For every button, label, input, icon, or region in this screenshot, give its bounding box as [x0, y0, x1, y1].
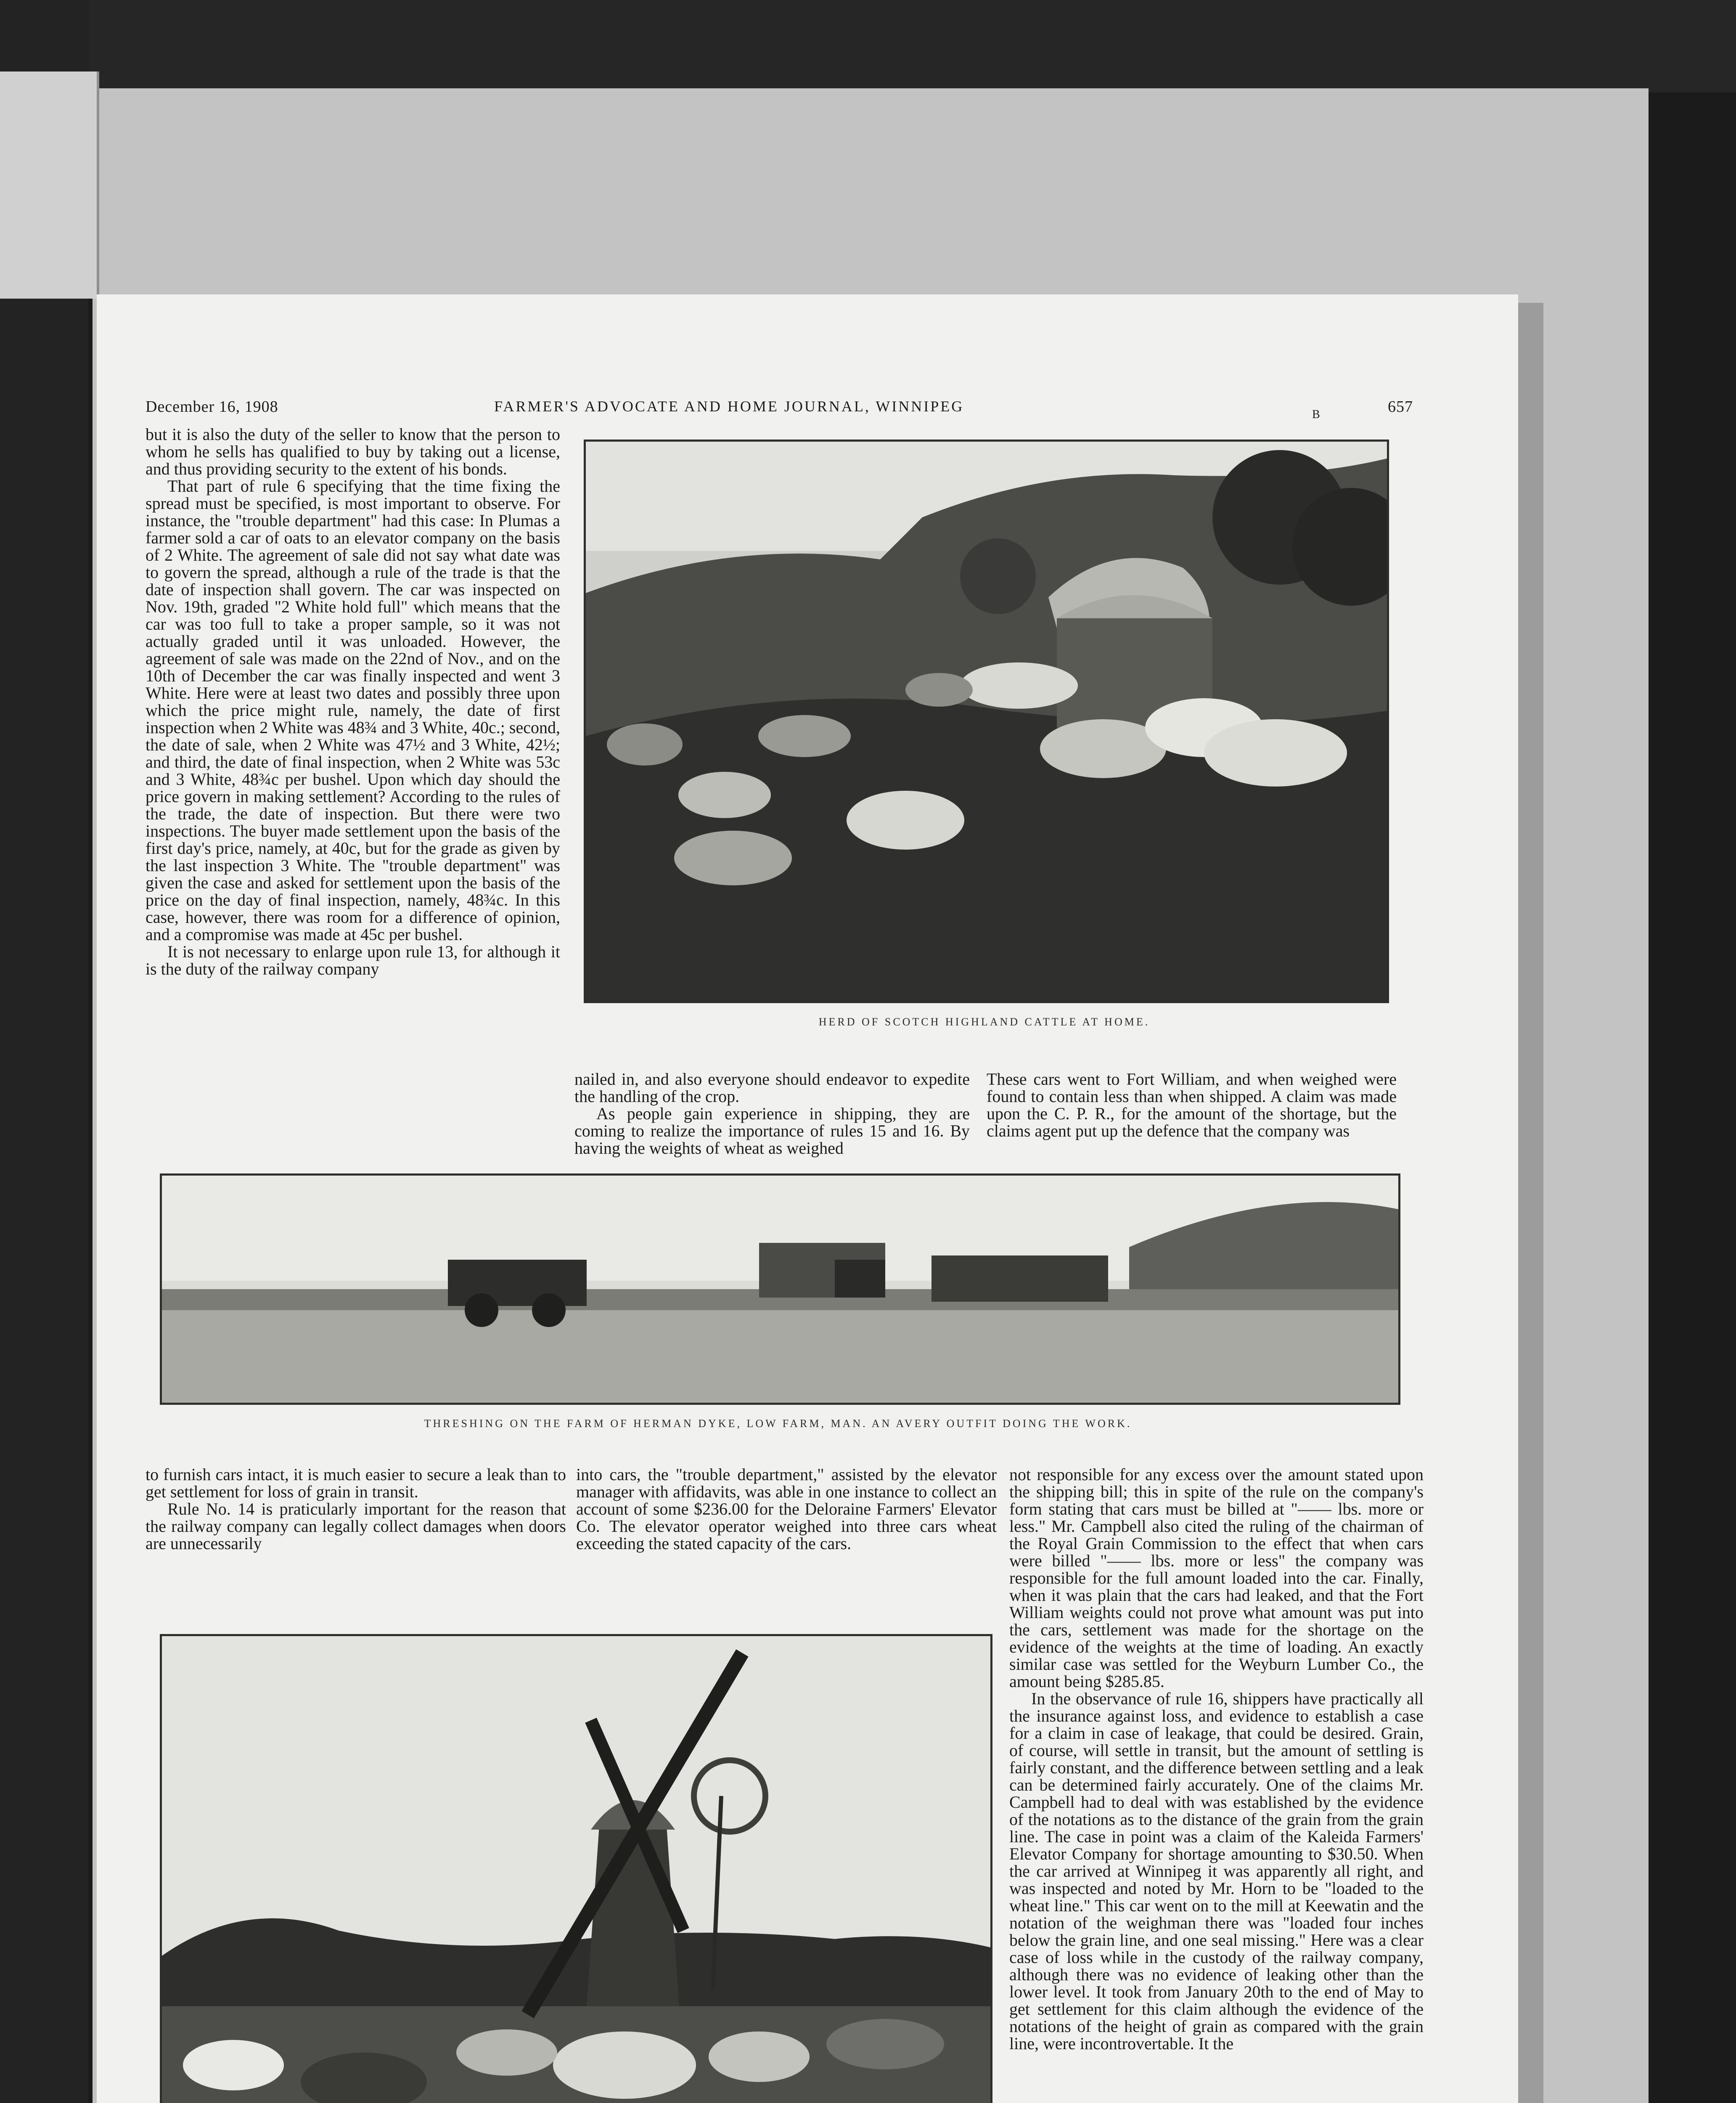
- paragraph: to furnish cars intact, it is much easier to secure a leak than to get settlement for loss of grain in transit.: [146, 1465, 566, 1501]
- photo-threshing-panorama: [160, 1173, 1400, 1405]
- page-mark: B: [1312, 408, 1320, 421]
- paragraph: Rule No. 14 is praticularly important for the reason that the railway company can legally collect damages when doors are unnecessarily: [146, 1499, 566, 1553]
- page-number: 657: [1388, 398, 1413, 416]
- article-column-left-top: [146, 426, 560, 977]
- scan-background-top: [0, 0, 1736, 93]
- paragraph: That part of rule 6 specifying that the time fixing the spread must be specified, is most important to observe. For instance, the "trouble department" had this case: In Plumas a farmer sold a car of oats to an elevator company on the basis of 2 White. The agreement of sale did not say what date was to govern the spread, although a rule of the trade is that the date of inspection shall govern. The car was inspected on Nov. 19th, graded "2 White hold full" which means that the car was too full to take a proper sample, so it was not actually graded until it was unloaded. However, the agreement of sale was made on the 22nd of Nov., and on the 10th of December the car was finally inspected and went 3 White. Here were at least two dates and possibly three upon which the price might rule, namely, the date of first inspection when 2 White was 48¾ and 3 White, 40c.; second, the date of sale, when 2 White was 47½ and 3 White, 42½; and third, the date of final inspection, when 2 White was 53c and 3 White, 48¾c per bushel. Upon which day should the price govern in making settlement? According to the rules of the trade, the date of inspection. But there were two inspections. The buyer made settlement upon the basis of the first day's price, namely, at 40c, but for the grade as given by the last inspection 3 White. The "trouble department" was given the case and asked for settlement upon the basis of the price on the day of final inspection, namely, 48¾c. In this case, however, there was room for a difference of opinion, and a compromise was made at 45c per bushel.: [146, 477, 560, 944]
- scan-background-left: [0, 0, 88, 2103]
- page-shadow: [1518, 303, 1543, 2103]
- paragraph: but it is also the duty of the seller to know that the person to whom he sells has qualified to buy by taking out a license, and thus providing security to the extent of his bonds.: [146, 425, 560, 478]
- photo-dairy-herd: [160, 1634, 992, 2103]
- paragraph: In the observance of rule 16, shippers have practically all the insurance against loss, and evidence to establish a case for a claim in case of leakage, that could be desired. Grain, of course, will settle in transit, but the amount of settling is fairly constant, and the difference between settling and a leak can be determined fairly accurately. One of the claims Mr. Campbell had to deal with was established by the evidence of the notations as to the distance of the grain from the grain line. The case in point was a claim of the Kaleida Farmers' Elevator Company for shortage amounting to $30.50. When the car arrived at Winnipeg it was apparently all right, and was inspected and noted by Mr. Horn to be "loaded to the wheat line." This car went on to the mill at Keewatin and the notation of the weighman there was "loaded four inches below the grain line, and one seal missing." Here was a clear case of loss while in the custody of the railway company, although there was no evidence of leaking other than the lower level. It took from January 20th to the end of May to get settlement for this claim although the evidence of the notations of the height of grain as compared with the grain line, were incontrovertable. It the: [1009, 1689, 1424, 2053]
- page-date: December 16, 1908: [146, 398, 278, 416]
- newspaper-page: [97, 294, 1518, 2103]
- article-column-mid-mid: [576, 1466, 997, 1552]
- paragraph: These cars went to Fort William, and when weighed were found to contain less than when shipped. A claim was made upon the C. P. R., for the amount of the shortage, but the claims agent put up the defence that the company was: [987, 1070, 1397, 1140]
- photo-highland-cattle: [584, 440, 1389, 1003]
- paragraph: It is not necessary to enlarge upon rule 13, for although it is the duty of the railway company: [146, 942, 560, 978]
- paragraph: not responsible for any excess over the amount stated upon the shipping bill; this in spite of the rule on the company's form stating that cars must be billed at "—— lbs. more or less." Mr. Campbell also cited the ruling of the chairman of the Royal Grain Commission to the effect that when cars were billed "—— lbs. more or less" the company was responsible for the full amount loaded into the car. Finally, when it was plain that the cars had leaked, and that the Fort William weights could not prove what amount was put into the cars, settlement was made for the shortage on the evidence of the weights at the time of loading. An exactly similar case was settled for the Weyburn Lumber Co., the amount being $285.85.: [1009, 1465, 1424, 1691]
- paragraph: nailed in, and also everyone should endeavor to expedite the handling of the crop.: [574, 1070, 970, 1106]
- threshing-image: [162, 1176, 1398, 1403]
- caption-cattle: HERD OF SCOTCH HIGHLAND CATTLE AT HOME.: [818, 1016, 1150, 1028]
- publication-title: FARMER'S ADVOCATE AND HOME JOURNAL, WINNIPEG: [494, 398, 964, 415]
- article-column-mid-top: [574, 1070, 970, 1157]
- article-column-right-top: [987, 1070, 1397, 1139]
- dairy-herd-image: [162, 1636, 990, 2103]
- previous-page-edge: [0, 72, 99, 299]
- paragraph: As people gain experience in shipping, they are coming to realize the importance of rules 15 and 16. By having the weights of wheat as weighed: [574, 1104, 970, 1157]
- highland-cattle-image: [586, 442, 1387, 1001]
- article-column-left-mid: [146, 1466, 566, 1552]
- article-column-right-mid: [1009, 1466, 1424, 2052]
- paragraph: into cars, the "trouble department," assisted by the elevator manager with affidavits, was able in one instance to collect an account of some $236.00 for the Deloraine Farmers' Elevator Co. The elevator operator weighed into three cars wheat exceeding the stated capacity of the cars.: [576, 1465, 997, 1553]
- caption-threshing: THRESHING ON THE FARM OF HERMAN DYKE, LOW FARM, MAN. AN AVERY OUTFIT DOING THE WORK.: [424, 1417, 1132, 1430]
